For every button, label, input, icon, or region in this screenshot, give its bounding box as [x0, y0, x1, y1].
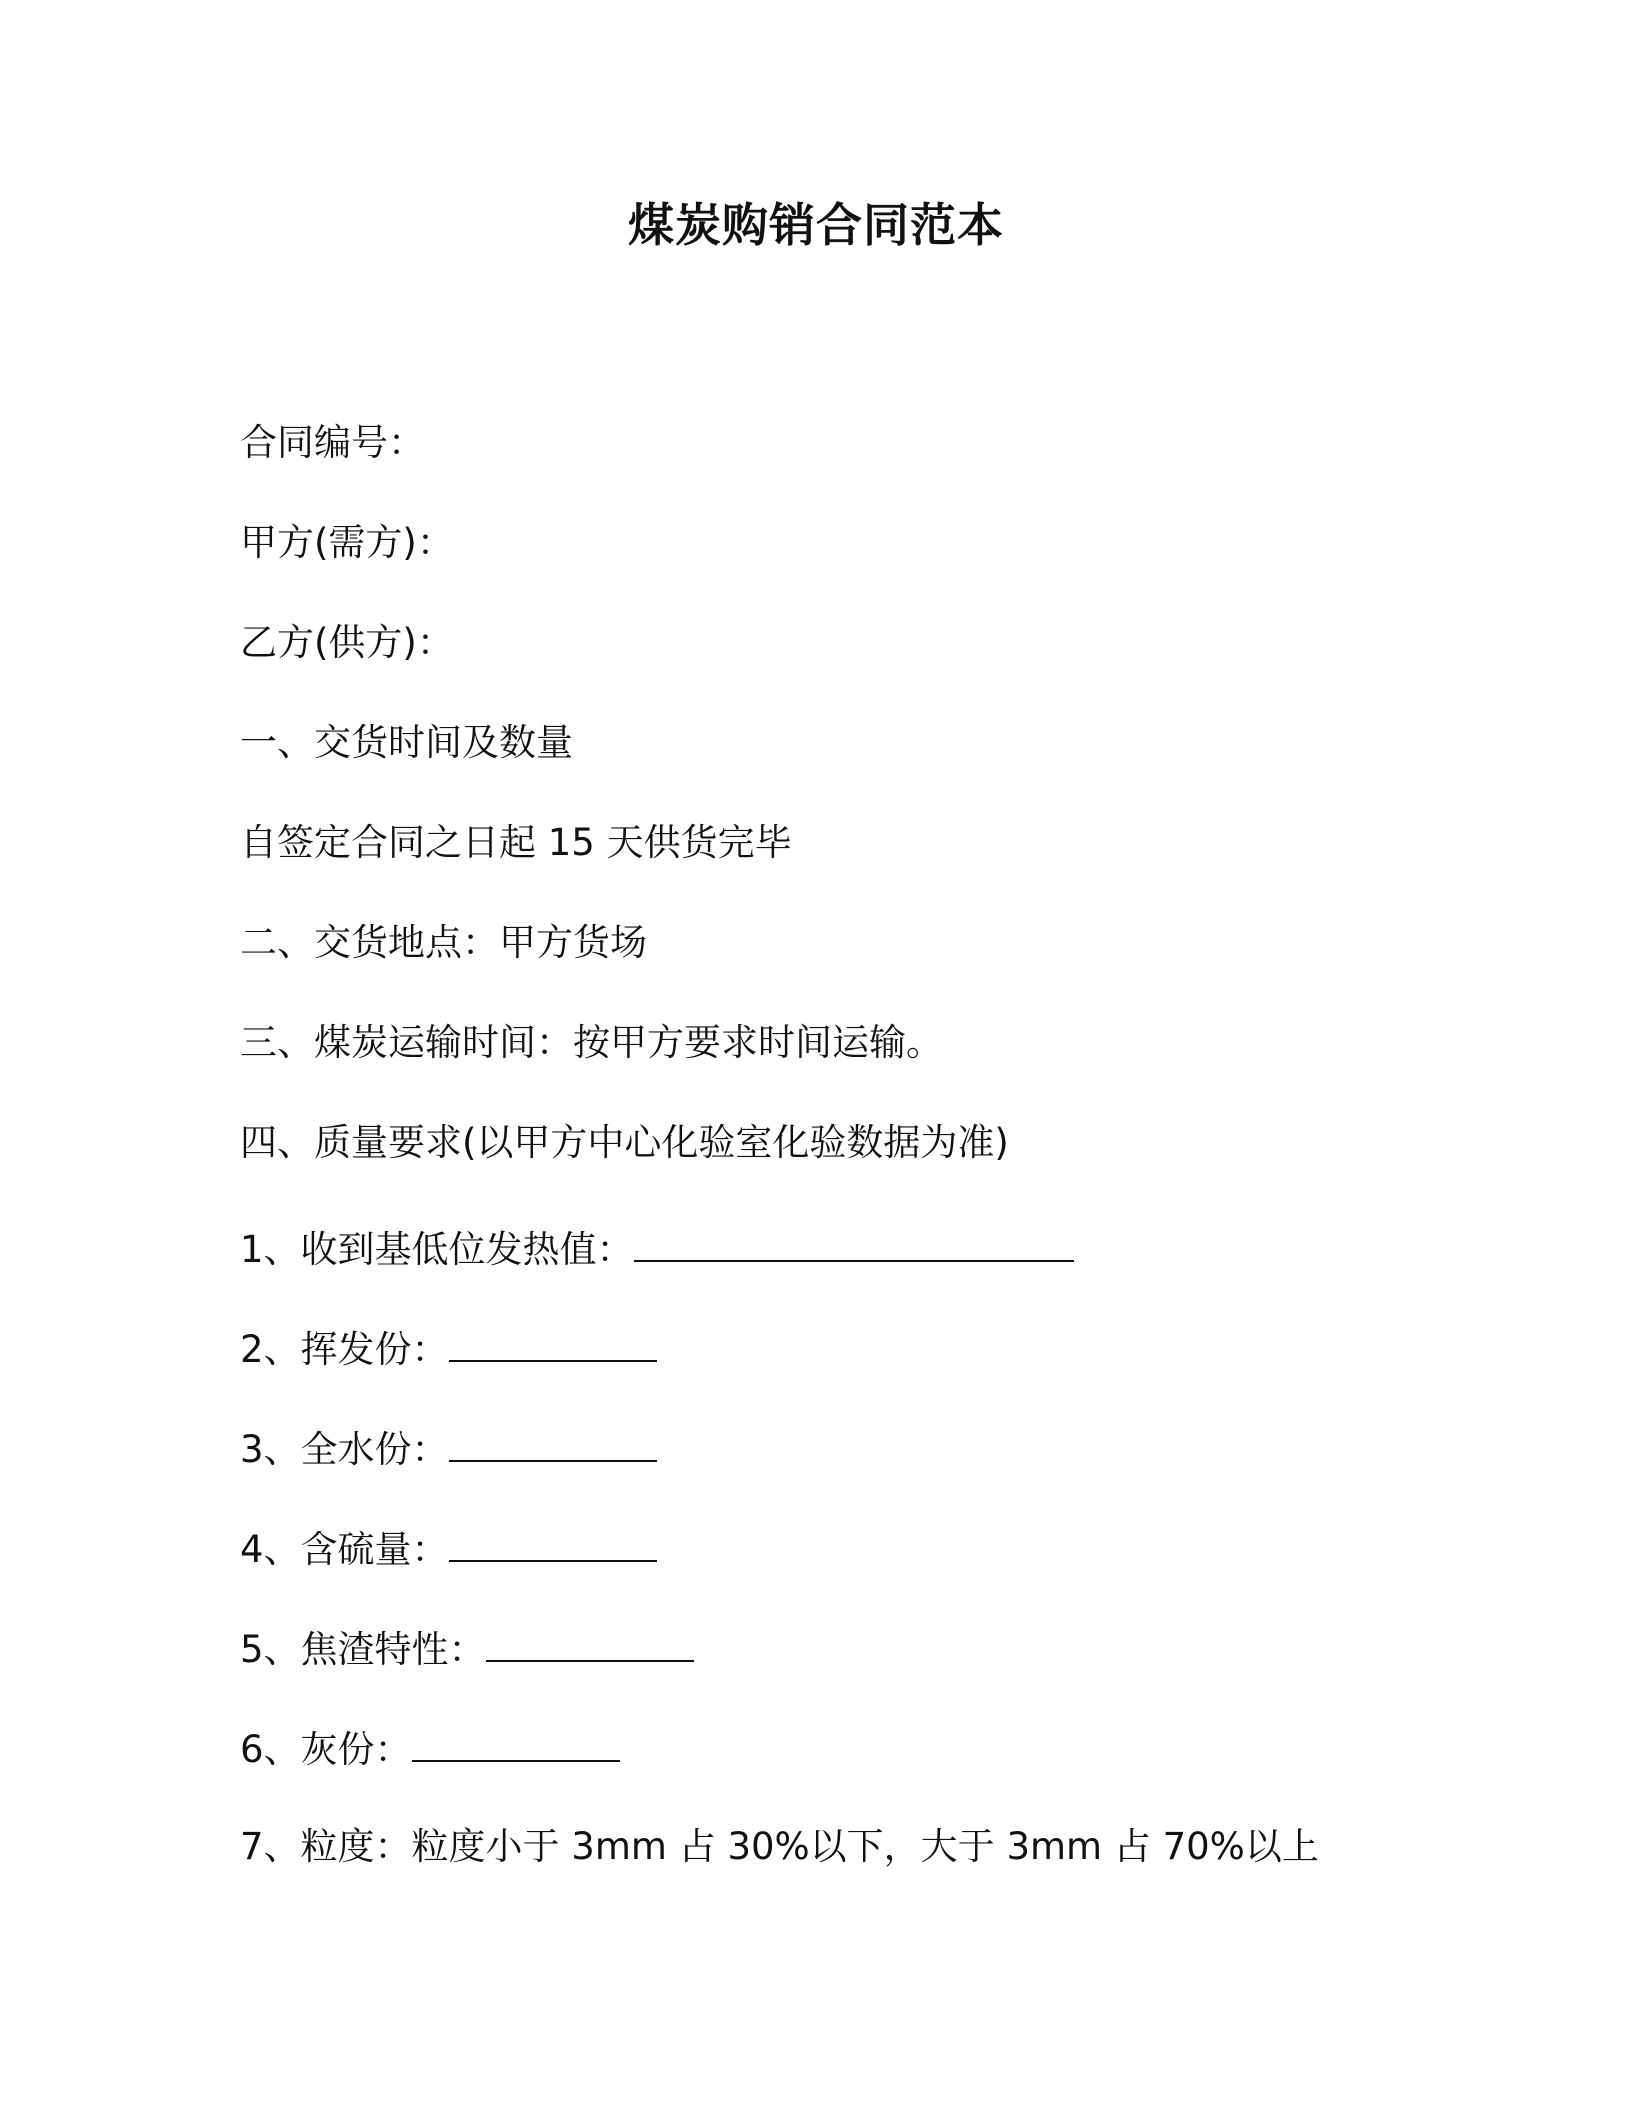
quality-item-label: 5、焦渣特性： [240, 1628, 486, 1671]
fill-in-blank [412, 1730, 620, 1762]
quality-item-label: 2、挥发份： [240, 1328, 449, 1371]
fill-in-blank [449, 1430, 657, 1462]
fill-in-blank [449, 1530, 657, 1562]
section-heading-transport-time: 三、煤炭运输时间：按甲方要求时间运输。 [240, 1021, 943, 1064]
party-b-label: 乙方(供方)： [240, 621, 454, 664]
section-heading-delivery-time: 一、交货时间及数量 [240, 721, 573, 764]
fill-in-blank [449, 1330, 657, 1362]
party-a-label: 甲方(需方)： [240, 521, 454, 564]
quality-item-label: 3、全水份： [240, 1428, 449, 1471]
quality-item-label: 6、灰份： [240, 1728, 412, 1771]
quality-item-sulfur [240, 1525, 657, 1575]
delivery-time-text: 自签定合同之日起 15 天供货完毕 [240, 821, 792, 864]
quality-item-moisture [240, 1425, 657, 1475]
quality-item-volatile [240, 1325, 657, 1375]
quality-item-label: 1、收到基低位发热值： [240, 1228, 634, 1271]
quality-item-coke-residue [240, 1625, 694, 1675]
quality-item-label: 4、含硫量： [240, 1528, 449, 1571]
fill-in-blank [634, 1230, 1074, 1262]
quality-item-ash [240, 1725, 620, 1775]
fill-in-blank [486, 1630, 694, 1662]
section-heading-delivery-place: 二、交货地点：甲方货场 [240, 921, 647, 964]
section-heading-quality: 四、质量要求(以甲方中心化验室化验数据为准) [240, 1121, 1009, 1164]
contract-number-label: 合同编号： [240, 421, 425, 464]
document-title: 煤炭购销合同范本 [628, 198, 1004, 252]
quality-item-granularity: 7、粒度：粒度小于 3mm 占 30%以下，大于 3mm 占 70%以上 [240, 1825, 1319, 1868]
quality-item-calorific-value [240, 1225, 1074, 1275]
